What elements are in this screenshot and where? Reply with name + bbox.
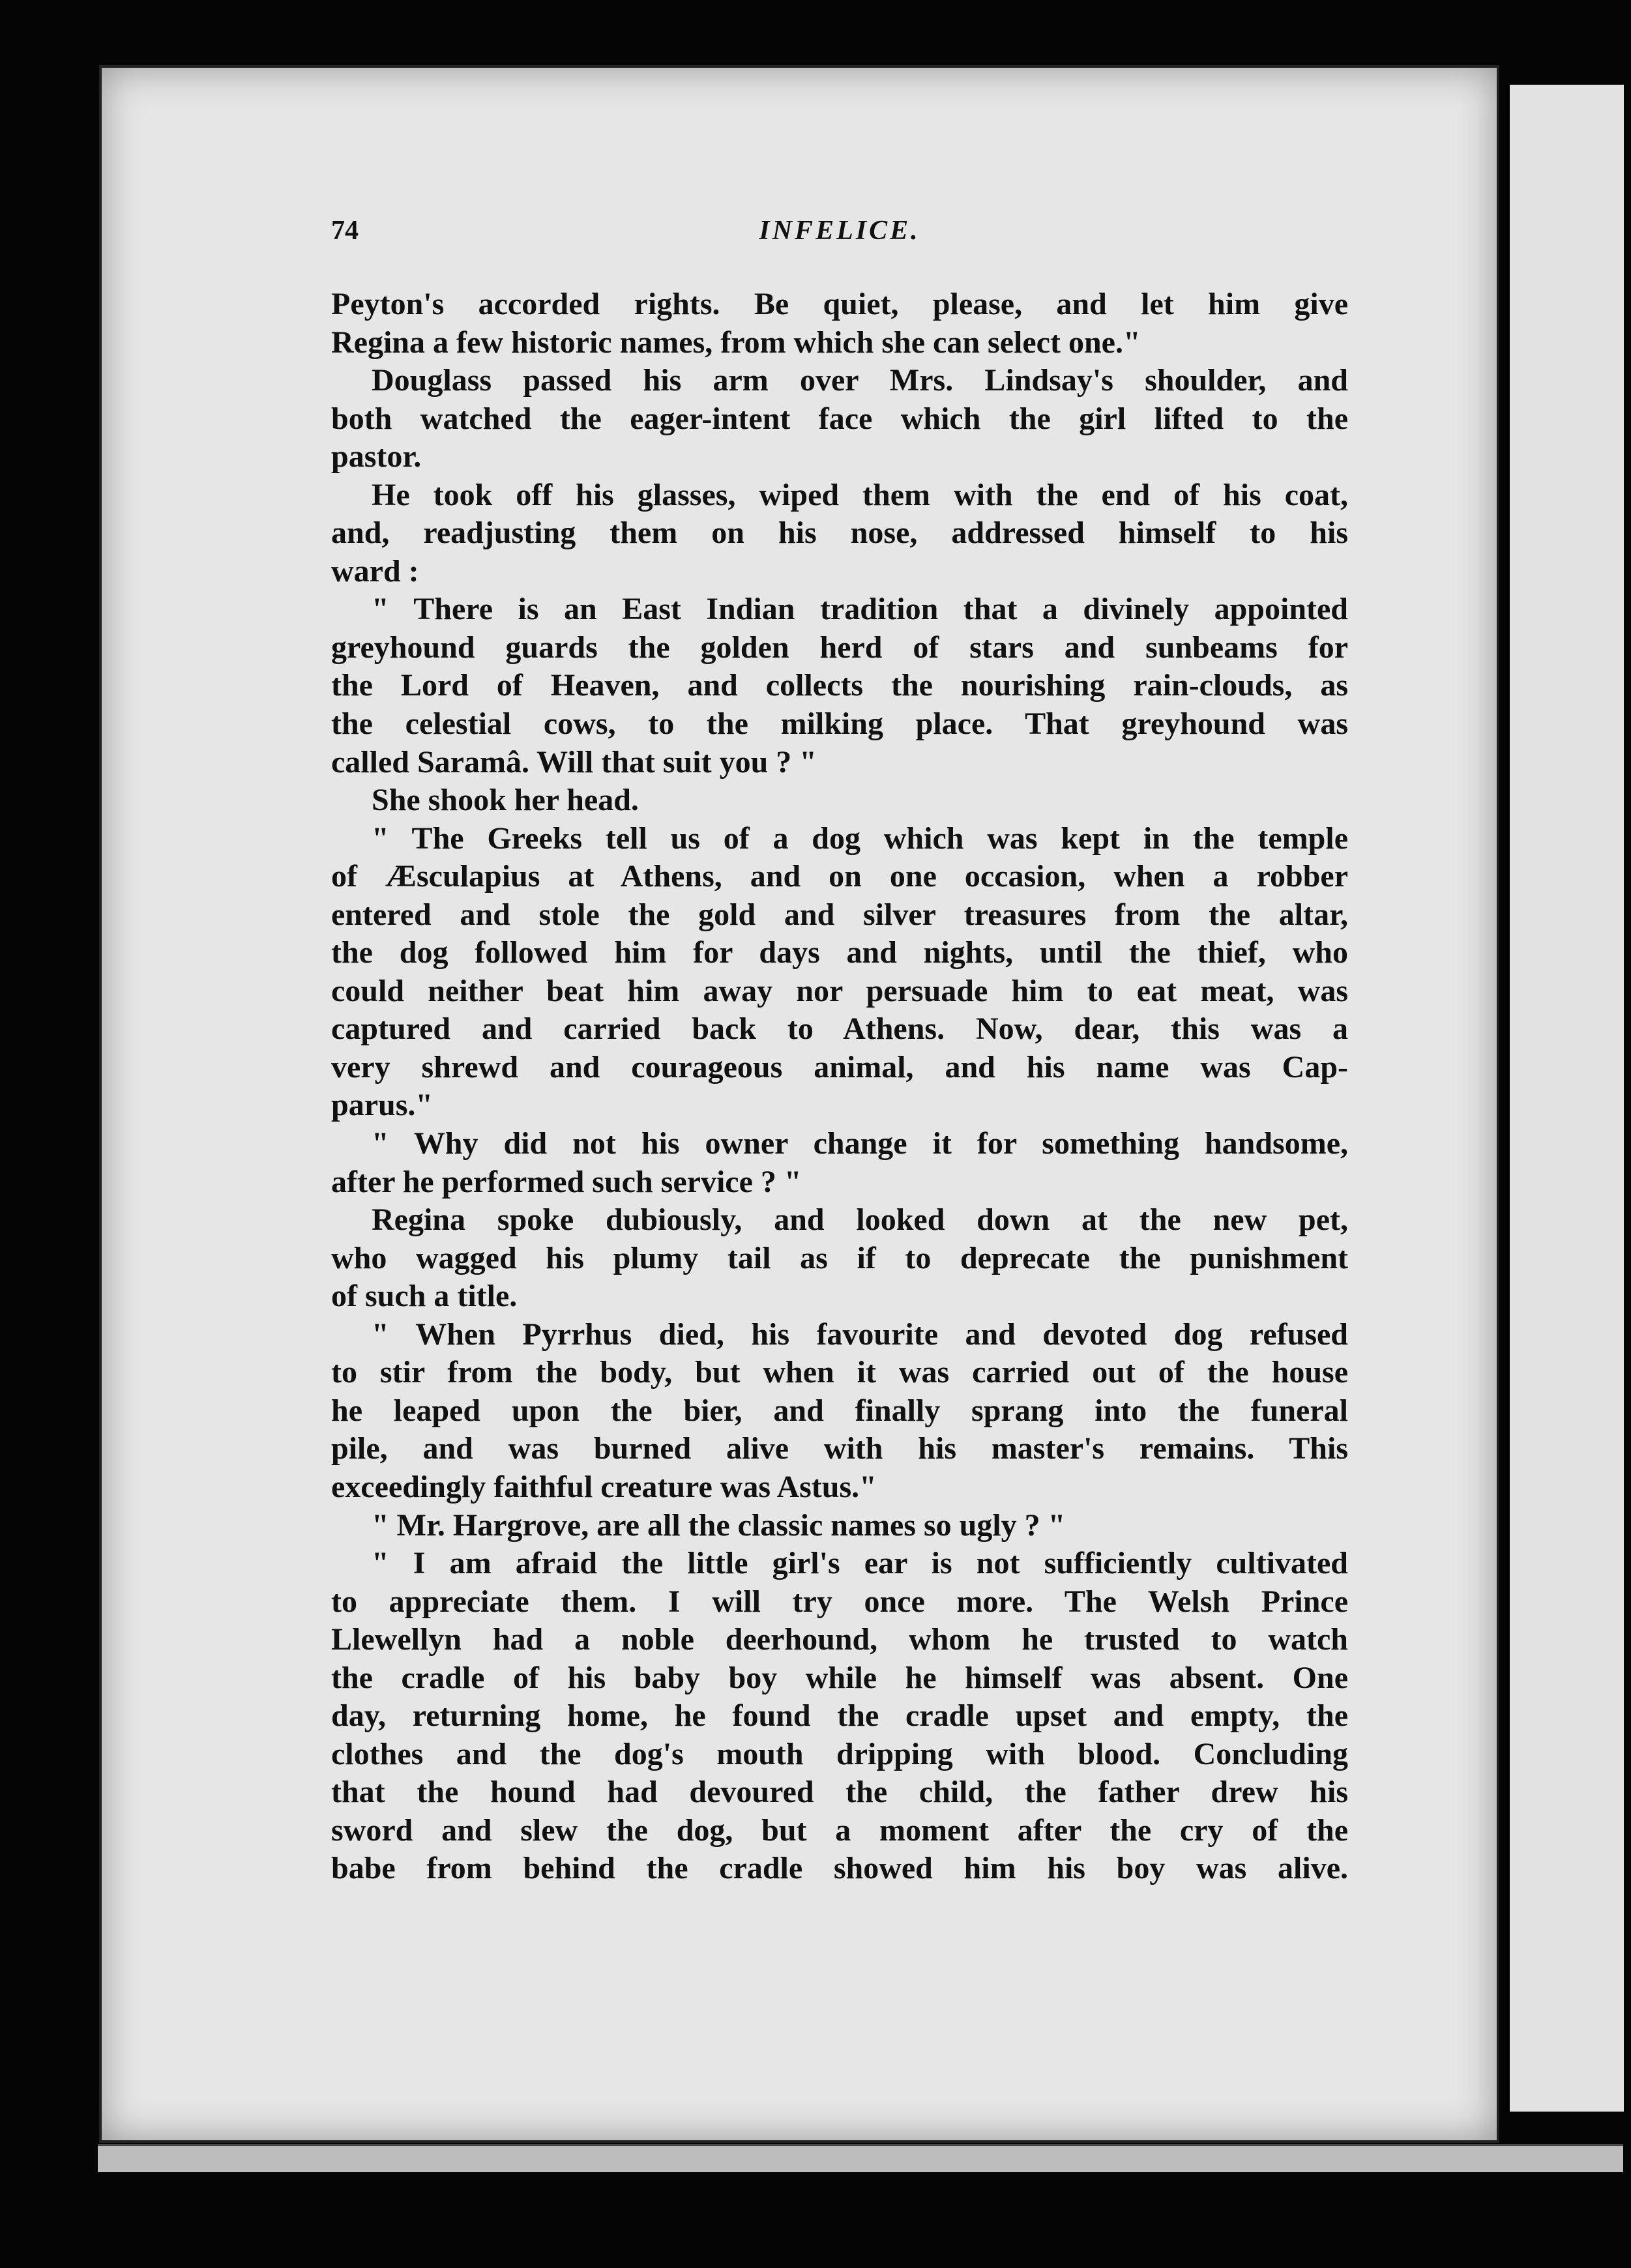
text-line: and, readjusting them on his nose, addressed himself to his [331,516,1348,551]
text-line: Regina spoke dubiously, and looked down at the new pet, [372,1202,1348,1238]
text-line: to stir from the body, but when it was carried out of the house [331,1355,1348,1390]
text-line: greyhound guards the golden herd of stars and sunbeams for [331,630,1348,665]
text-line: of Æsculapius at Athens, and on one occasion, when a robber [331,859,1348,894]
text-line: Llewellyn had a noble deerhound, whom he trusted to watch [331,1622,1348,1657]
text-line: called Saramâ. Will that suit you ? " [331,744,817,779]
text-line: entered and stole the gold and silver treasures from the altar, [331,897,1348,932]
text-line: " When Pyrrhus died, his favourite and devoted dog refused [372,1316,1348,1352]
text-line: after he performed such service ? " [331,1164,802,1199]
text-line: the cradle of his baby boy while he himself was absent. One [331,1660,1348,1695]
page-number: 74 [331,216,359,246]
text-line: to appreciate them. I will try once more. The Welsh Prince [331,1584,1348,1619]
text-line: of such a title. [331,1279,518,1314]
text-line: She shook her head. [372,783,639,818]
facing-page-edge [1506,85,1624,2112]
text-line: pastor. [331,439,422,474]
running-title: INFELICE. [759,216,920,246]
text-line: very shrewd and courageous animal, and his name was Cap- [331,1049,1348,1084]
text-line: Regina a few historic names, from which she can select one." [331,325,1141,360]
text-line: " Why did not his owner change it for something handsome, [372,1126,1348,1161]
text-line: captured and carried back to Athens. Now, dear, this was a [331,1011,1348,1047]
text-line: Douglass passed his arm over Mrs. Lindsay's shoulder, and [372,363,1348,398]
text-line: babe from behind the cradle showed him his boy was alive. [331,1851,1348,1886]
text-line: " I am afraid the little girl's ear is not sufficiently cultivated [372,1546,1348,1581]
text-line: clothes and the dog's mouth dripping with blood. Concluding [331,1736,1348,1771]
text-line: Peyton's accorded rights. Be quiet, please, and let him give [331,287,1348,321]
text-line: that the hound had devoured the child, the father drew his [331,1775,1348,1810]
text-line: exceedingly faithful creature was Astus." [331,1469,877,1504]
book-bottom-edge [98,2144,1623,2172]
text-line: " Mr. Hargrove, are all the classic names so ugly ? " [372,1507,1066,1543]
text-line: pile, and was burned alive with his master's remains. This [331,1431,1348,1466]
text-line: both watched the eager-intent face which the girl lifted to the [331,401,1348,436]
text-line: who wagged his plumy tail as if to deprecate the punishment [331,1240,1348,1275]
body-text [331,285,1348,1888]
text-line: " There is an East Indian tradition that a divinely appointed [372,592,1348,627]
text-line: the dog followed him for days and nights, until the thief, who [331,935,1348,970]
text-line: the celestial cows, to the milking place. That greyhound was [331,706,1348,742]
text-line: sword and slew the dog, but a moment after the cry of the [331,1812,1348,1848]
text-line: He took off his glasses, wiped them with the end of his coat, [372,477,1348,512]
text-line: he leaped upon the bier, and finally sprang into the funeral [331,1393,1348,1428]
text-line: parus." [331,1088,433,1123]
text-line: the Lord of Heaven, and collects the nourishing rain-clouds, as [331,668,1348,703]
text-line: ward : [331,553,419,589]
page-header [331,215,1348,254]
text-line: day, returning home, he found the cradle upset and empty, the [331,1698,1348,1734]
text-line: " The Greeks tell us of a dog which was kept in the temple [372,821,1348,856]
text-line: could neither beat him away nor persuade him to eat meat, was [331,973,1348,1008]
